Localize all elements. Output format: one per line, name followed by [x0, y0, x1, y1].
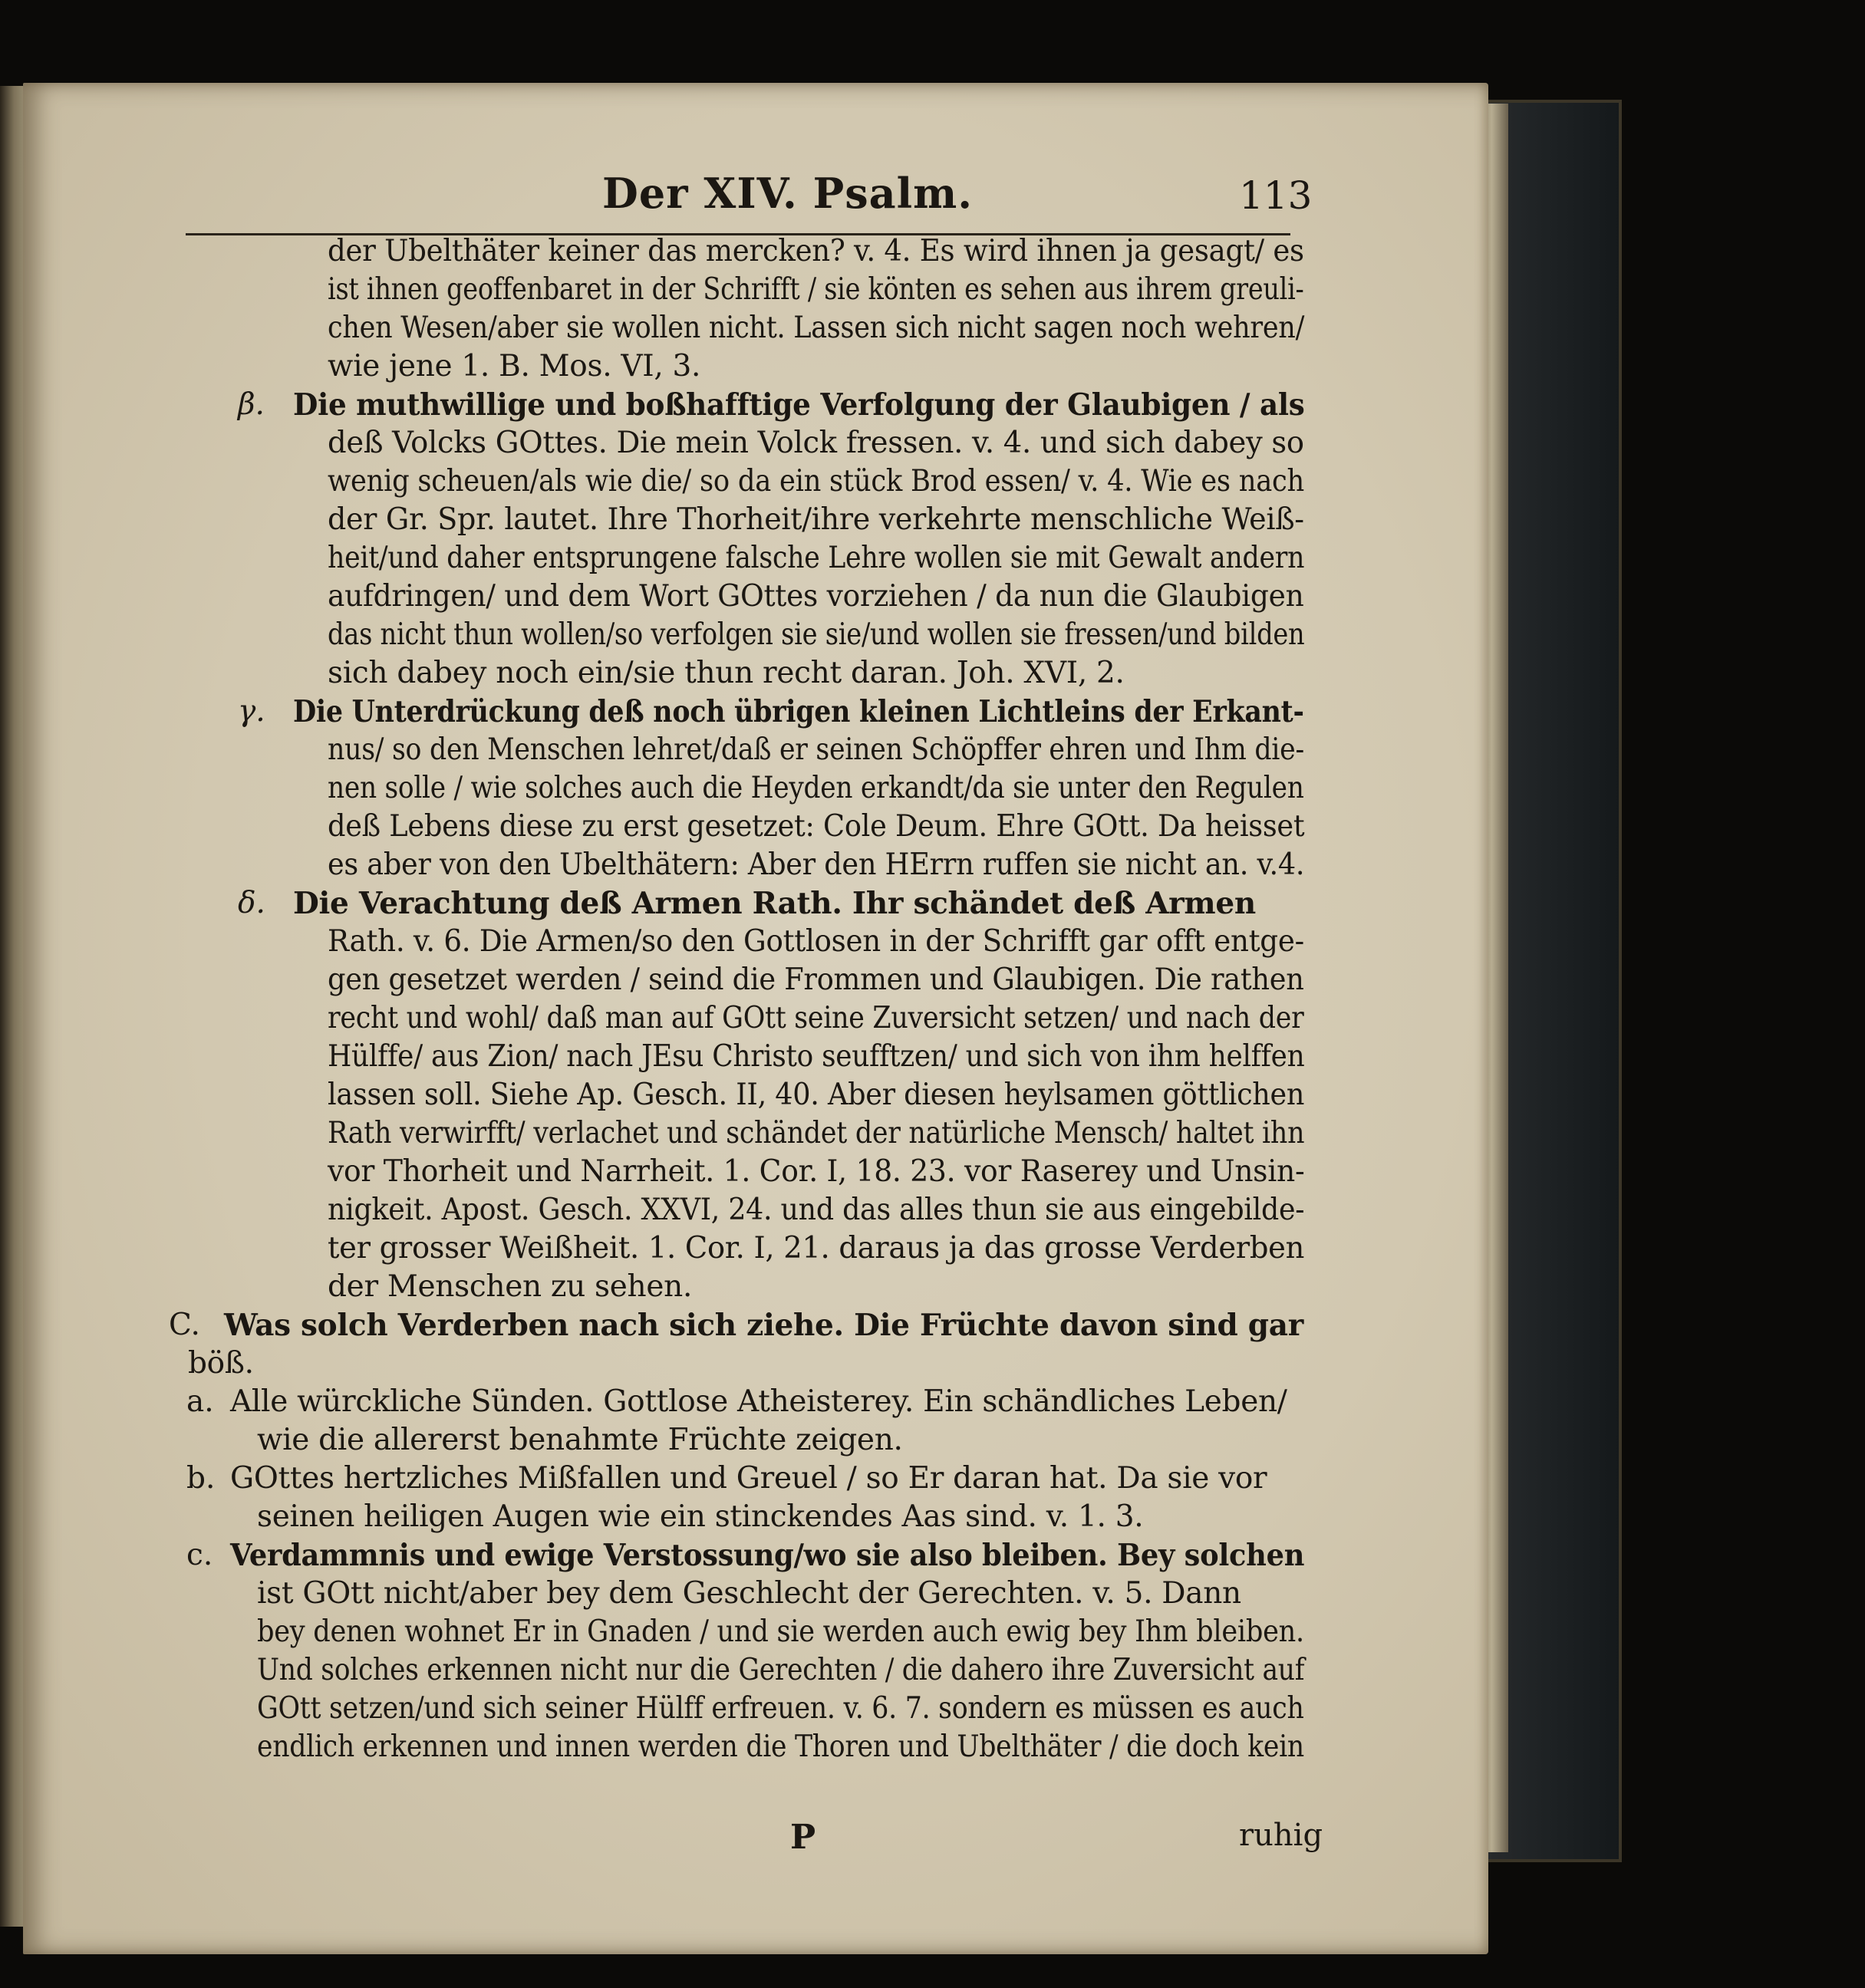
text-line: Die muthwillige und boßhafftige Verfolgung der Glaubigen / als [293, 387, 1305, 423]
text-line: recht und wohl/ daß man auf GOtt seine Zuversicht setzen/ und nach der [328, 1001, 1304, 1035]
running-head-title: Der XIV. Psalm. [602, 169, 974, 218]
text-line: lassen soll. Siehe Ap. Gesch. II, 40. Aber diesen heylsamen göttlichen [328, 1078, 1305, 1112]
text-line: der Ubelthäter keiner das mercken? v. 4. Es wird ihnen ja gesagt/ es [328, 234, 1304, 268]
text-line: ist GOtt nicht/aber bey dem Geschlecht der Gerechten. v. 5. Dann [257, 1576, 1241, 1611]
text-line: nen solle / wie solches auch die Heyden erkandt/da sie unter den Regulen [328, 771, 1304, 805]
text-line: Die Verachtung deß Armen Rath. Ihr schändet deß Armen [293, 886, 1256, 921]
list-marker-delta: δ. [238, 886, 265, 920]
text-line: deß Volcks GOttes. Die mein Volck fressen. v. 4. und sich dabey so [328, 426, 1304, 460]
text-line: wie die allererst benahmte Früchte zeigen. [257, 1423, 903, 1457]
text-line: Die Unterdrückung deß noch übrigen kleinen Lichtleins der Erkant- [293, 694, 1304, 729]
list-marker-a: a. [186, 1384, 214, 1419]
list-marker-C: C. [169, 1308, 200, 1342]
text-line: deß Lebens diese zu erst gesetzet: Cole Deum. Ehre GOtt. Da heisset [328, 809, 1305, 844]
text-line: Rath. v. 6. Die Armen/so den Gottlosen in der Schrifft gar offt entge- [328, 924, 1304, 959]
text-line: sich dabey noch ein/sie thun recht daran. Joh. XVI, 2. [328, 656, 1125, 690]
text-line: nus/ so den Menschen lehret/daß er seinen Schöpffer ehren und Ihm die- [328, 732, 1304, 767]
text-line: aufdringen/ und dem Wort GOttes vorziehen / da nun die Glaubigen [328, 579, 1304, 614]
list-marker-c: c. [186, 1538, 213, 1572]
text-line: nigkeit. Apost. Gesch. XXVI, 24. und das alles thun sie aus eingebilde- [328, 1193, 1305, 1227]
text-line: Hülffe/ aus Zion/ nach JEsu Christo seufftzen/ und sich von ihm helffen [328, 1039, 1305, 1074]
text-line: GOttes hertzliches Mißfallen und Greuel / so Er daran hat. Da sie vor [230, 1461, 1267, 1496]
text-line: wie jene 1. B. Mos. VI, 3. [328, 349, 701, 383]
text-line: Alle würckliche Sünden. Gottlose Atheisterey. Ein schändliches Leben/ [230, 1384, 1287, 1419]
text-line: Und solches erkennen nicht nur die Gerechten / die dahero ihre Zuversicht auf [257, 1653, 1305, 1687]
text-line: der Menschen zu sehen. [328, 1269, 693, 1304]
text-line: das nicht thun wollen/so verfolgen sie sie/und wollen sie fressen/und bilden [328, 617, 1305, 652]
text-line: heit/und daher entsprungene falsche Lehre wollen sie mit Gewalt andern [328, 541, 1305, 575]
text-line: bey denen wohnet Er in Gnaden / und sie werden auch ewig bey Ihm bleiben. [257, 1614, 1304, 1649]
catchword: ruhig [1239, 1818, 1323, 1853]
text-line: ter grosser Weißheit. 1. Cor. I, 21. daraus ja das grosse Verderben [328, 1231, 1305, 1266]
text-line: endlich erkennen und innen werden die Thoren und Ubelthäter / die doch kein [257, 1730, 1304, 1764]
text-line: gen gesetzet werden / seind die Frommen und Glaubigen. Die rathen [328, 963, 1304, 997]
list-marker-beta: β. [238, 387, 265, 422]
text-line: chen Wesen/aber sie wollen nicht. Lassen sich nicht sagen noch wehren/ [328, 311, 1305, 345]
text-line: Verdammnis und ewige Verstossung/wo sie also bleiben. Bey solchen [230, 1538, 1305, 1573]
page-number: 113 [1239, 173, 1313, 218]
text-line: böß. [188, 1346, 254, 1381]
text-line: seinen heiligen Augen wie ein stinckendes Aas sind. v. 1. 3. [257, 1499, 1144, 1534]
text-line: vor Thorheit und Narrheit. 1. Cor. I, 18. 23. vor Raserey und Unsin- [328, 1154, 1305, 1189]
text-line: Was solch Verderben nach sich ziehe. Die Früchte davon sind gar [224, 1308, 1303, 1343]
text-line: wenig scheuen/als wie die/ so da ein stück Brod essen/ v. 4. Wie es nach [328, 464, 1304, 499]
page-body [23, 83, 1488, 1954]
text-line: GOtt setzen/und sich seiner Hülff erfreuen. v. 6. 7. sondern es müssen es auch [257, 1691, 1304, 1726]
text-line: ist ihnen geoffenbaret in der Schrifft / sie könten es sehen aus ihrem greuli- [328, 272, 1304, 307]
list-marker-b: b. [186, 1461, 216, 1496]
book-page [23, 83, 1488, 1954]
signature-mark: P [790, 1818, 816, 1857]
text-line: Rath verwirfft/ verlachet und schändet der natürliche Mensch/ haltet ihn [328, 1116, 1305, 1150]
text-line: der Gr. Spr. lautet. Ihre Thorheit/ihre verkehrte menschliche Weiß- [328, 502, 1304, 537]
list-marker-gamma: γ. [238, 694, 265, 729]
text-line: es aber von den Ubelthätern: Aber den HErrn ruffen sie nicht an. v.4. [328, 848, 1305, 882]
